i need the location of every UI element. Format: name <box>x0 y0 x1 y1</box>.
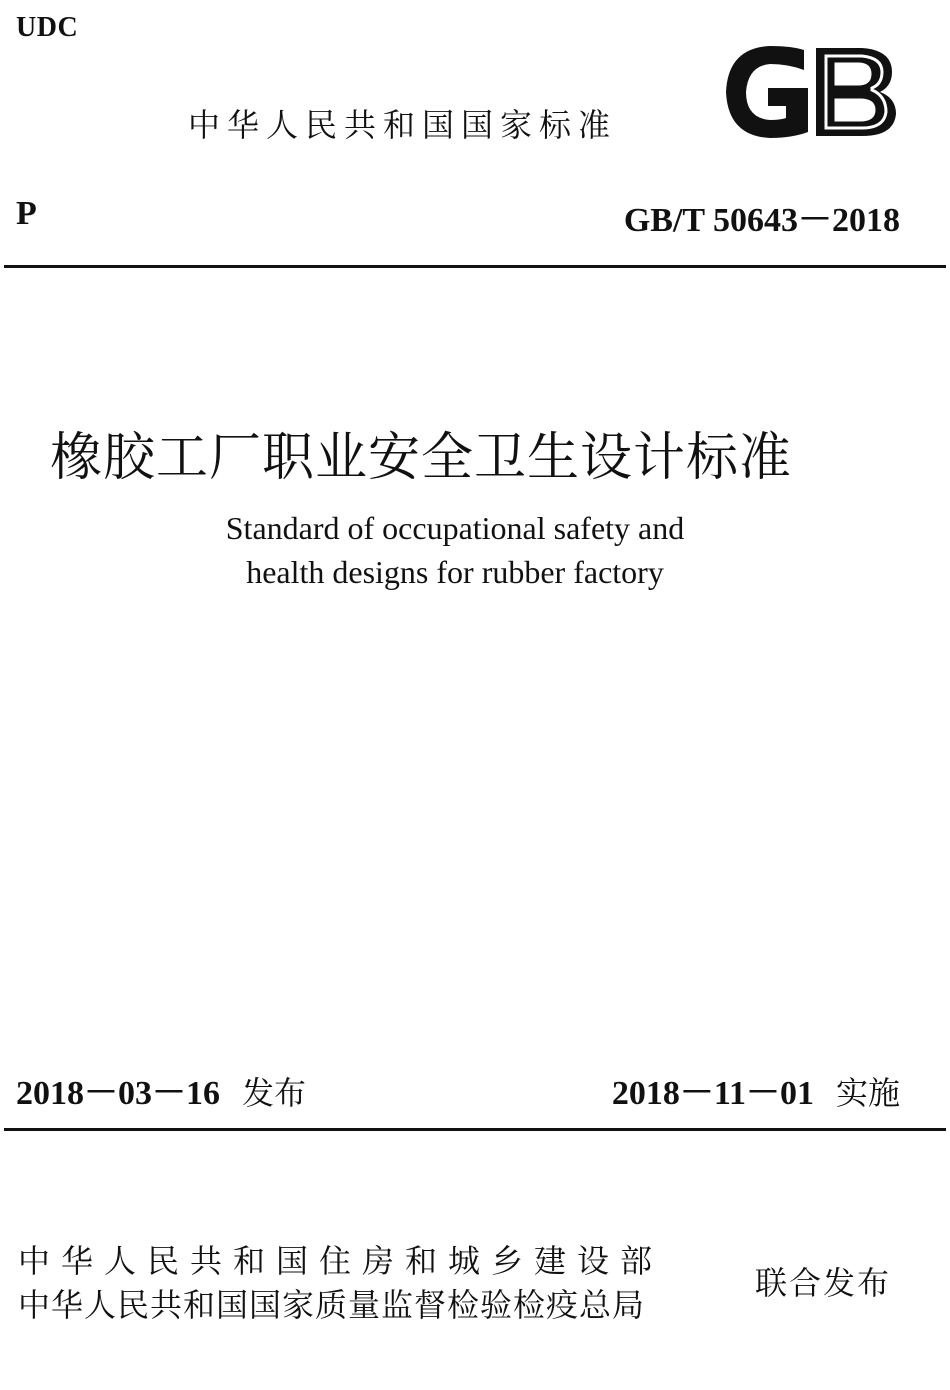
gb-logo-g <box>726 46 808 138</box>
title-english-line2: health designs for rubber factory <box>246 554 664 590</box>
title-chinese: 橡胶工厂职业安全卫生设计标准 <box>50 428 793 488</box>
standard-code: GB/T 50643－2018 <box>623 202 900 239</box>
issue-date-block <box>16 1065 306 1114</box>
title-english <box>0 506 910 594</box>
issue-label: 发布 <box>242 1074 307 1112</box>
joint-publish-label: 联合发布 <box>755 1264 892 1302</box>
bottom-divider <box>4 1128 946 1131</box>
category-letter: P <box>16 195 37 232</box>
publisher-line2: 中华人民共和国国家质量监督检验检疫总局 <box>18 1286 646 1324</box>
udc-label: UDC <box>16 12 79 43</box>
implement-date: 2018－11－01 <box>611 1075 814 1112</box>
issue-date: 2018－03－16 <box>16 1075 220 1112</box>
gb-logo-b <box>816 48 896 136</box>
top-divider <box>4 265 946 268</box>
publisher-line1: 中华人民共和国住房和城乡建设部 <box>18 1242 664 1280</box>
title-english-line1: Standard of occupational safety and <box>225 510 685 546</box>
implement-date-block <box>612 1065 900 1114</box>
implement-label: 实施 <box>835 1074 900 1112</box>
gb-logo <box>722 44 898 140</box>
national-standard-heading: 中华人民共和国国家标准 <box>188 106 618 144</box>
